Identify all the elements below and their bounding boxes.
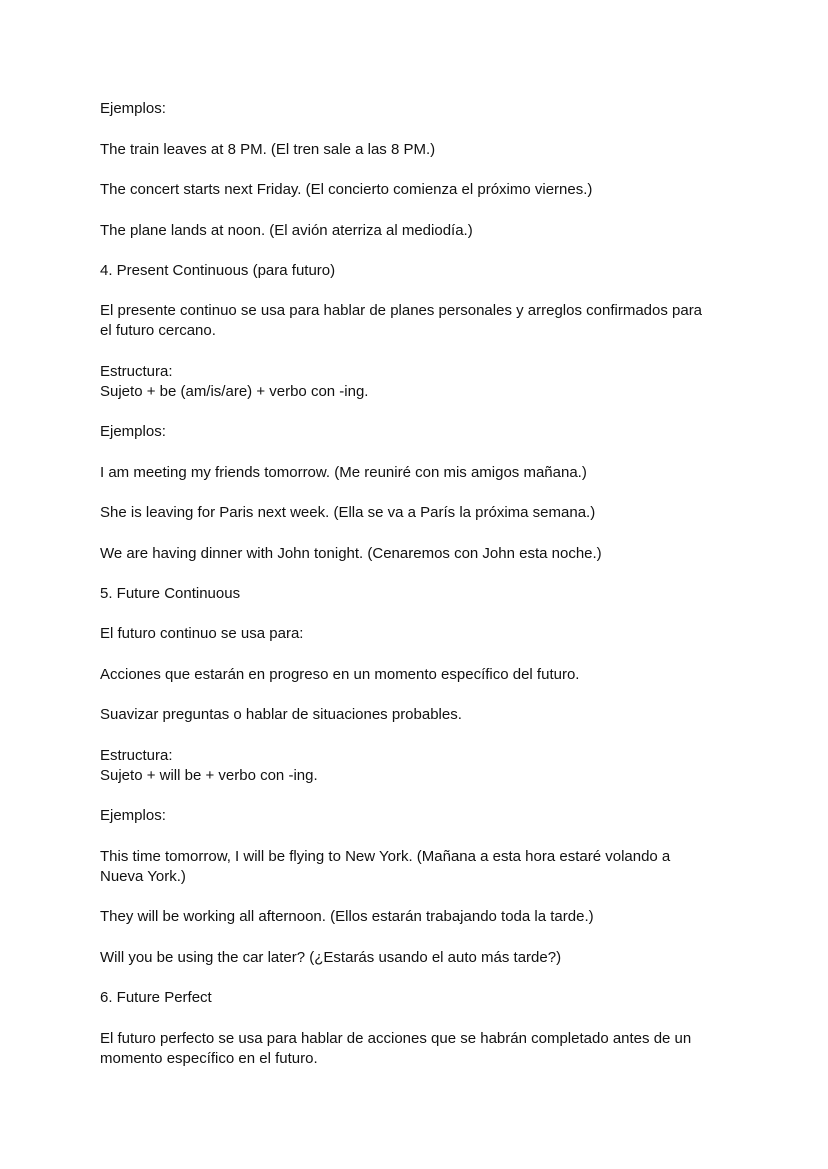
- section-description-6: [100, 1029, 740, 1069]
- estructura-label: Estructura:: [100, 363, 173, 380]
- example-line: This time tomorrow, I will be flying to New York. (Mañana a esta hora estaré volando a: [100, 848, 671, 865]
- section-description-4: [100, 301, 740, 341]
- ejemplos-label: Ejemplos:: [100, 100, 166, 117]
- usage-item: Acciones que estarán en progreso en un momento específico del futuro.: [100, 666, 580, 683]
- section-description-5: El futuro continuo se usa para:: [100, 625, 304, 642]
- ejemplos-label: Ejemplos:: [100, 423, 166, 440]
- example-sentence: They will be working all afternoon. (Ellos estarán trabajando toda la tarde.): [100, 908, 594, 925]
- example-sentence: The concert starts next Friday. (El concierto comienza el próximo viernes.): [100, 181, 593, 198]
- structure-formula: Sujeto + will be + verbo con -ing.: [100, 767, 318, 784]
- structure-formula: Sujeto + be (am/is/are) + verbo con -ing.: [100, 383, 369, 400]
- example-sentence: Will you be using the car later? (¿Estarás usando el auto más tarde?): [100, 949, 562, 966]
- usage-item: Suavizar preguntas o hablar de situaciones probables.: [100, 706, 462, 723]
- description-line: El presente continuo se usa para hablar de planes personales y arreglos confirmados para: [100, 302, 703, 319]
- example-sentence: She is leaving for Paris next week. (Ella se va a París la próxima semana.): [100, 504, 596, 521]
- description-line: el futuro cercano.: [100, 322, 216, 339]
- estructura-label: Estructura:: [100, 747, 173, 764]
- example-sentence: We are having dinner with John tonight. (Cenaremos con John esta noche.): [100, 545, 602, 562]
- structure-block-4: [100, 362, 740, 402]
- ejemplos-label: Ejemplos:: [100, 807, 166, 824]
- example-line: Nueva York.): [100, 868, 186, 885]
- section-heading-6: 6. Future Perfect: [100, 989, 212, 1006]
- example-sentence: The plane lands at noon. (El avión aterriza al mediodía.): [100, 222, 473, 239]
- description-line: momento específico en el futuro.: [100, 1050, 318, 1067]
- description-line: El futuro perfecto se usa para hablar de acciones que se habrán completado antes de un: [100, 1030, 692, 1047]
- section-heading-4: 4. Present Continuous (para futuro): [100, 262, 336, 279]
- structure-block-5: [100, 746, 740, 786]
- example-sentence: I am meeting my friends tomorrow. (Me reuniré con mis amigos mañana.): [100, 464, 587, 481]
- example-sentence: The train leaves at 8 PM. (El tren sale a las 8 PM.): [100, 141, 436, 158]
- example-sentence: [100, 847, 740, 887]
- section-heading-5: 5. Future Continuous: [100, 585, 241, 602]
